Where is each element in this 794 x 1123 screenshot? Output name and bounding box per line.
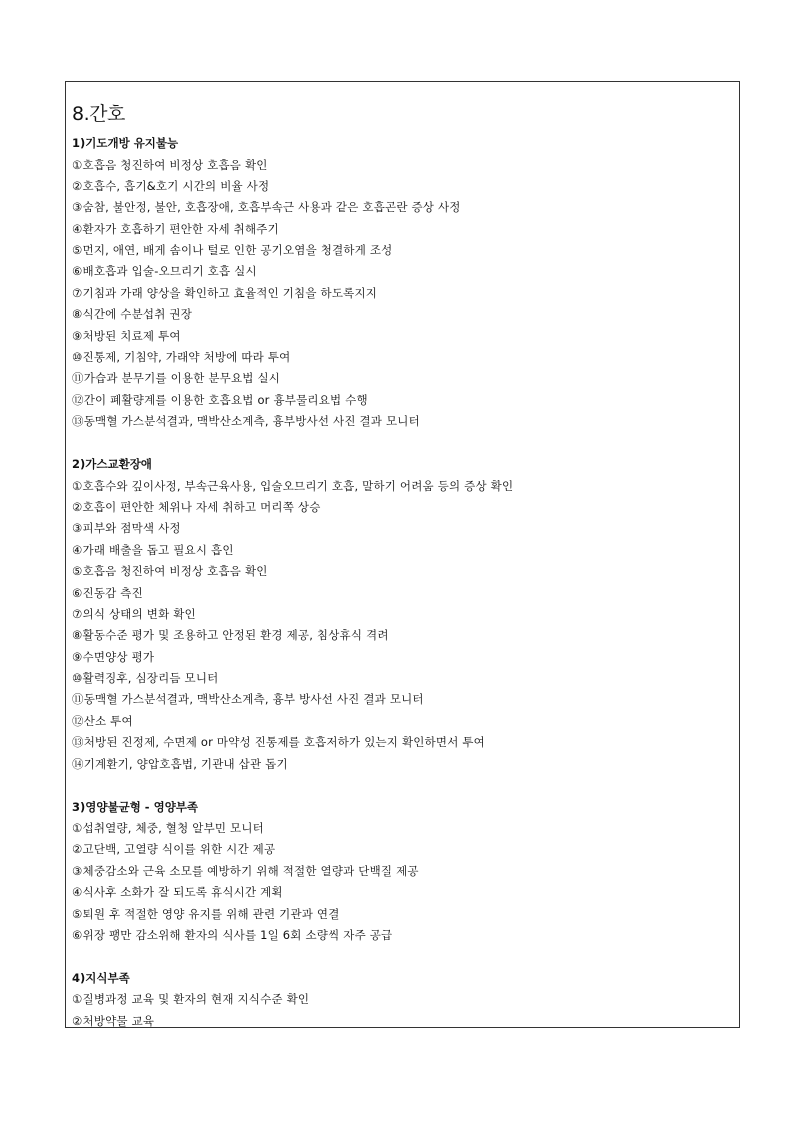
list-item: ③숨참, 불안정, 불안, 호흡장애, 호흡부속근 사용과 같은 호흡곤란 증상 사정 <box>72 200 461 215</box>
section-1 <box>72 133 732 433</box>
list-item: ⑩활력징후, 심장리듬 모니터 <box>72 671 219 686</box>
list-item: ②호흡수, 흡기&호기 시간의 비율 사정 <box>72 178 270 193</box>
list-item: ⑨처방된 치료제 투여 <box>72 328 181 343</box>
section-2 <box>72 454 732 775</box>
list-item: ⑥진동감 측진 <box>72 585 143 600</box>
section-3 <box>72 797 732 947</box>
list-item: ⑤호흡음 청진하여 비정상 호흡음 확인 <box>72 564 268 579</box>
page-title: 8.간호 <box>72 103 125 125</box>
list-item: ⑦의식 상태의 변화 확인 <box>72 606 196 621</box>
list-item: ②처방약물 교육 <box>72 1013 155 1028</box>
section-heading: 3)영양불균형 - 영양부족 <box>72 799 199 814</box>
list-item: ⑬처방된 진정제, 수면제 or 마약성 진통제를 호흡저하가 있는지 확인하면서 투여 <box>72 735 485 750</box>
section-spacer <box>72 433 732 455</box>
list-item: ④식사후 소화가 잘 되도록 휴식시간 계획 <box>72 885 283 900</box>
list-item: ⑫간이 폐활량계를 이용한 호흡요법 or 흉부물리요법 수행 <box>72 392 368 407</box>
list-item: ⑬동맥혈 가스분석결과, 맥박산소계측, 흉부방사선 사진 결과 모니터 <box>72 414 420 429</box>
list-item: ①질병과정 교육 및 환자의 현재 지식수준 확인 <box>72 992 310 1007</box>
list-item: ③체중감소와 근육 소모를 예방하기 위해 적절한 열량과 단백질 제공 <box>72 863 419 878</box>
list-item: ⑫산소 투여 <box>72 713 133 728</box>
list-item: ⑪동맥혈 가스분석결과, 맥박산소계측, 흉부 방사선 사진 결과 모니터 <box>72 692 424 707</box>
list-item: ⑥배호흡과 입술-오므리기 호흡 실시 <box>72 264 257 279</box>
list-item: ⑧식간에 수분섭취 권장 <box>72 307 193 322</box>
list-item: ⑤퇴원 후 적절한 영양 유지를 위해 관련 기관과 연결 <box>72 906 340 921</box>
list-item: ①호흡수와 깊이사정, 부속근육사용, 입술오므리기 호흡, 말하기 어려움 등의 증상 확인 <box>72 478 514 493</box>
section-heading: 1)기도개방 유지불능 <box>72 136 179 150</box>
section-heading: 2)가스교환장애 <box>72 457 152 472</box>
document-body <box>72 101 732 1032</box>
list-item: ①섭취열량, 체중, 혈청 알부민 모니터 <box>72 821 264 836</box>
list-item: ⑨수면양상 평가 <box>72 649 155 664</box>
list-item: ⑭기계환기, 양압호흡법, 기관내 삽관 돕기 <box>72 756 288 771</box>
section-4 <box>72 968 732 1032</box>
section-spacer <box>72 946 732 968</box>
list-item: ⑥위장 팽만 감소위해 환자의 식사를 1일 6회 소량씩 자주 공급 <box>72 928 393 942</box>
list-item: ②고단백, 고열량 식이를 위한 시간 제공 <box>72 842 276 857</box>
list-item: ②호흡이 편안한 체위나 자세 취하고 머리쪽 상승 <box>72 499 321 514</box>
sections-container <box>72 133 732 1032</box>
list-item: ③피부와 점막색 사정 <box>72 521 181 536</box>
list-item: ⑪가습과 분무기를 이용한 분무요법 실시 <box>72 371 281 386</box>
list-item: ⑤먼지, 애연, 배게 솜이나 털로 인한 공기오염을 청결하게 조성 <box>72 243 393 258</box>
list-item: ⑩진통제, 기침약, 가래약 처방에 따라 투여 <box>72 350 291 365</box>
list-item: ⑦기침과 가래 양상을 확인하고 효율적인 기침을 하도록지지 <box>72 285 378 300</box>
list-item: ④환자가 호흡하기 편안한 자세 취해주기 <box>72 221 279 236</box>
section-heading: 4)지식부족 <box>72 970 130 985</box>
list-item: ④가래 배출을 돕고 필요시 흡인 <box>72 542 234 557</box>
section-spacer <box>72 775 732 797</box>
list-item: ①호흡음 청진하여 비정상 호흡음 확인 <box>72 157 268 172</box>
list-item: ⑧활동수준 평가 및 조용하고 안정된 환경 제공, 침상휴식 격려 <box>72 628 389 643</box>
